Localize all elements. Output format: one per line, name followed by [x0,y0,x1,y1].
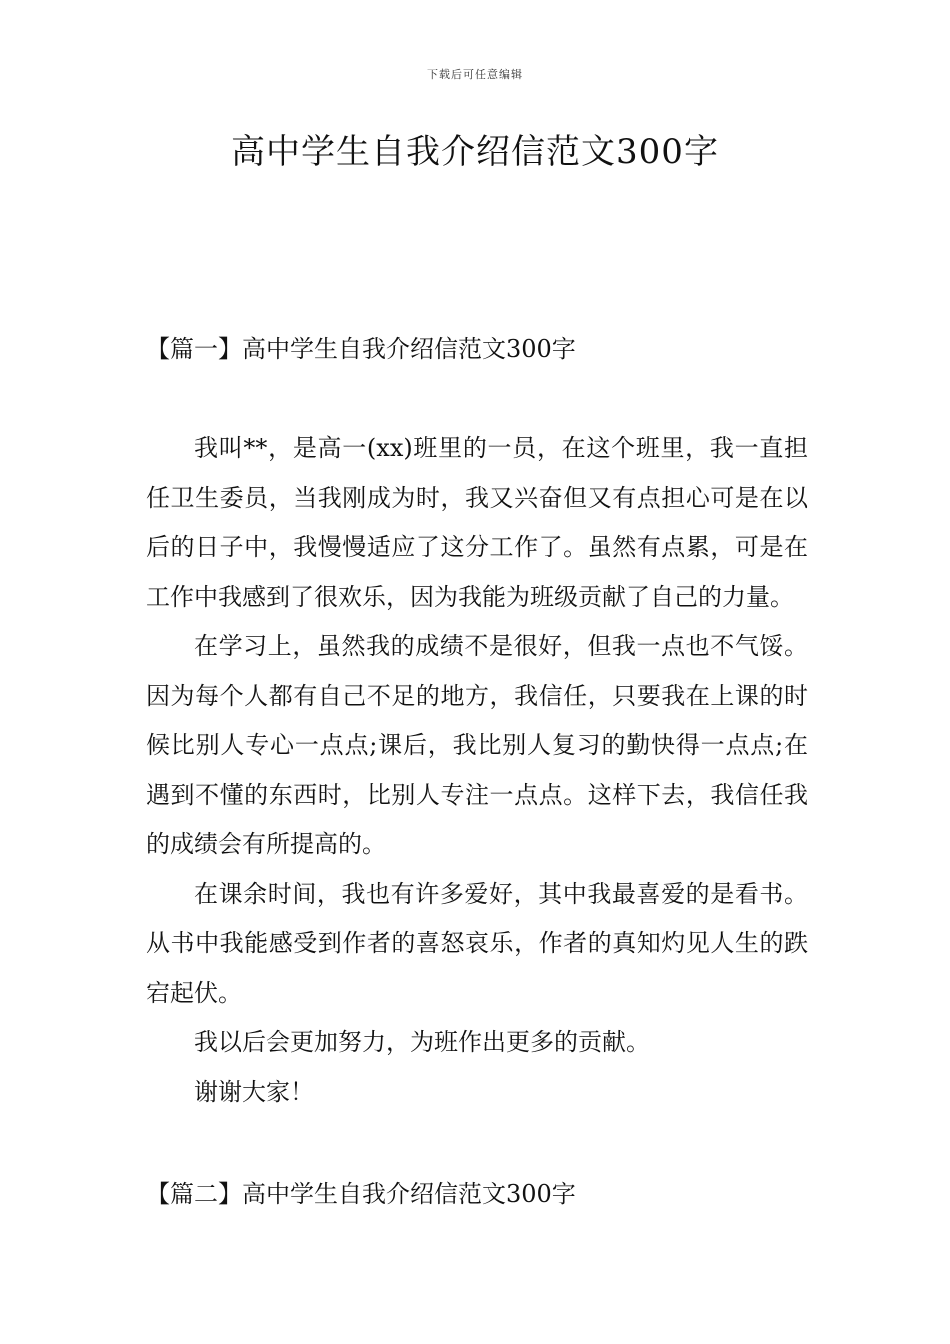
paragraph-5: 谢谢大家！ [194,1077,314,1106]
header-note: 下载后可任意编辑 [427,68,523,81]
section-1-body [146,424,808,1117]
paragraph-4: 我以后会更加努力，为班作出更多的贡献。 [194,1028,650,1056]
paragraph-2: 在学习上，虽然我的成绩不是很好，但我一点也不气馁。因为每个人都有自己不足的地方，我信任，只要我在上课的时候比别人专心一点点;课后，我比别人复习的勤快得一点点;在遇到不懂的东西时，比别人专注一点点。这样下去，我信任我的成绩会有所提高的。 [146,632,808,858]
document-title: 高中学生自我介绍信范文300字 [231,132,719,172]
paragraph-1: 我叫**，是高一(xx)班里的一员，在这个班里，我一直担任卫生委员，当我刚成为时，我又兴奋但又有点担心可是在以后的日子中，我慢慢适应了这分工作了。虽然有点累，可是在工作中我感到了很欢乐，因为我能为班级贡献了自己的力量。 [146,434,808,611]
section-heading-2: 【篇二】高中学生自我介绍信范文300字 [146,1180,576,1208]
paragraph-3: 在课余时间，我也有许多爱好，其中我最喜爱的是看书。从书中我能感受到作者的喜怒哀乐，作者的真知灼见人生的跌宕起伏。 [146,879,808,1007]
section-heading-1: 【篇一】高中学生自我介绍信范文300字 [146,335,576,363]
